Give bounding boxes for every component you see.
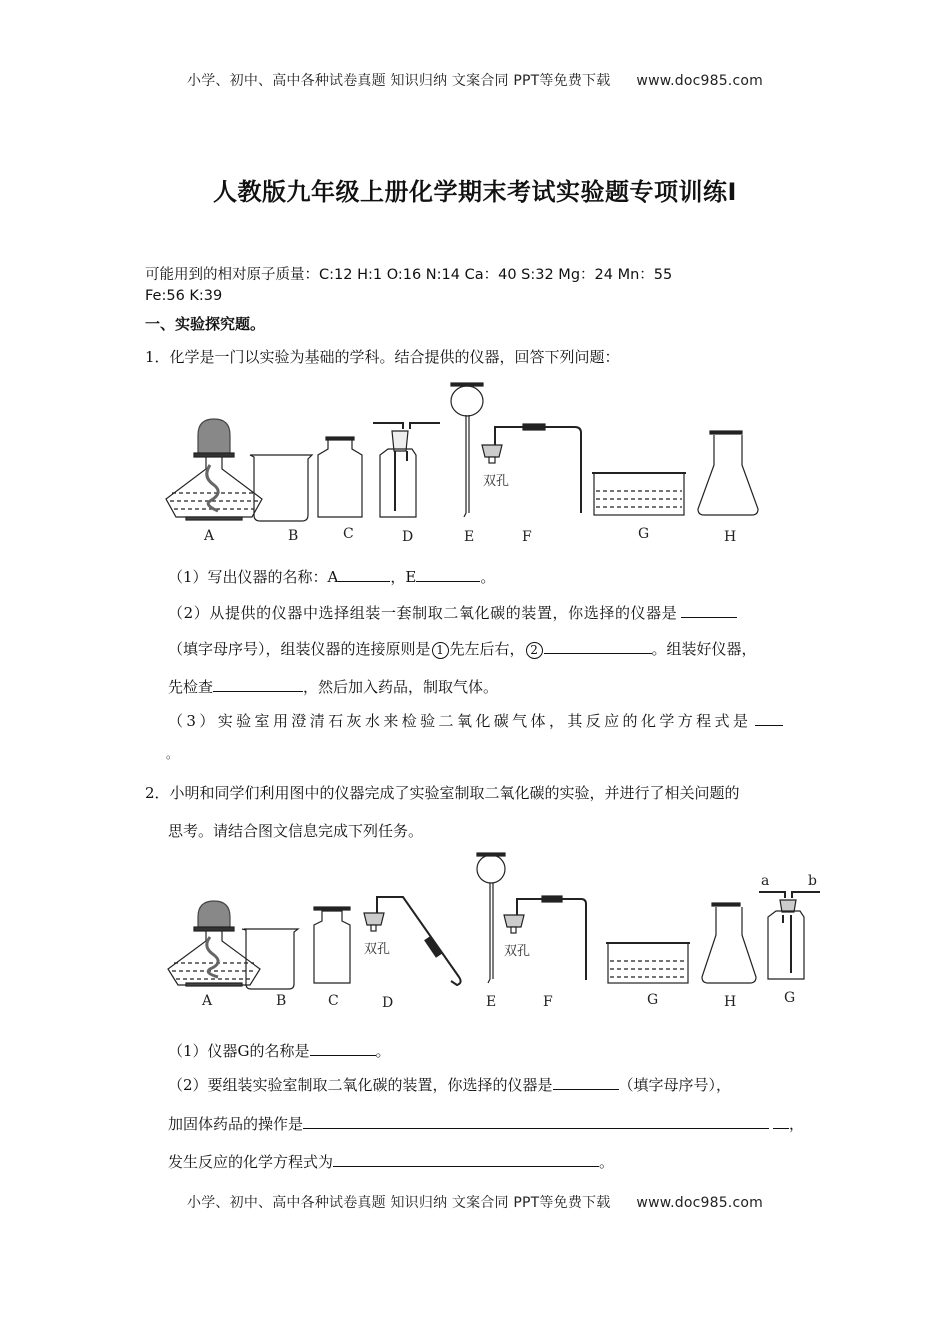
page-footer [0,1192,950,1212]
answer-blank-equation[interactable] [755,711,783,726]
answer-blank-instruments[interactable] [681,603,737,618]
q2-part2-line3: 发生反应的化学方程式为 。 [168,1153,615,1171]
svg-text:C: C [343,526,354,542]
svg-text:b: b [808,873,817,889]
q1-part2-line1: （2）从提供的仪器中选择组装一套制取二氧化碳的装置，你选择的仪器是 [168,602,737,623]
q2-part2-line2: 加固体药品的操作是 ， [168,1115,805,1133]
svg-text:D: D [382,995,394,1011]
svg-text:H: H [724,529,737,545]
atomic-mass-line-2: Fe:56 K:39 [145,288,223,304]
svg-text:H: H [724,994,737,1010]
svg-text:双孔: 双孔 [483,474,510,489]
svg-text:A: A [204,528,215,544]
q2-part2-line1: （2）要组装实验室制取二氧化碳的装置，你选择的仪器是 （填字母序号）， [168,1076,732,1094]
q1-part2-line3: 先检查 ，然后加入药品，制取气体。 [168,678,499,696]
section-heading: 一、实验探究题。 [145,315,266,333]
svg-text:E: E [464,529,475,545]
svg-text:C: C [328,993,339,1009]
answer-blank-a[interactable] [338,567,390,582]
alcohol-lamp-icon [166,419,262,520]
page-header [0,70,950,90]
q1-apparatus-figure [160,375,780,550]
svg-text:F: F [522,529,532,545]
svg-text:G: G [638,526,650,542]
q1-part2-line2: （填字母序号），组装仪器的连接原则是 1 先左后右， 2 。组装好仪器， [168,640,757,658]
q2-apparatus-figure [160,845,840,1015]
answer-blank-instruments-2[interactable] [553,1075,619,1090]
svg-text:D: D [402,529,414,545]
svg-text:双孔: 双孔 [504,944,531,959]
q1-part3-end: 。 [166,747,179,761]
answer-blank-reaction-equation[interactable] [333,1152,599,1167]
answer-blank-e[interactable] [416,567,480,582]
q1-part3: （3）实验室用澄清石灰水来检验二氧化碳气体，其反应的化学方程式是 [168,710,783,731]
q1-stem: 1．化学是一门以实验为基础的学科。结合提供的仪器，回答下列问题： [145,348,620,366]
answer-blank-solid-operation[interactable] [303,1114,769,1129]
svg-text:G: G [784,990,796,1006]
q2-stem-line1: 2．小明和同学们利用图中的仪器完成了实验室制取二氧化碳的实验，并进行了相关问题的 [145,784,740,802]
q2-stem-line2: 思考。请结合图文信息完成下列任务。 [168,822,424,840]
svg-text:F: F [543,994,553,1010]
answer-blank-principle[interactable] [544,639,652,654]
header-text: 小学、初中、高中各种试卷真题 知识归纳 文案合同 PPT等免费下载 [187,73,611,89]
q2-part1: （1）仪器G的名称是 。 [168,1042,391,1060]
answer-blank-check[interactable] [213,677,303,692]
footer-text: 小学、初中、高中各种试卷真题 知识归纳 文案合同 PPT等免费下载 [187,1195,611,1211]
q1-part1: （1）写出仪器的名称：A ，E 。 [168,568,496,586]
svg-text:B: B [276,993,287,1009]
svg-text:A: A [202,993,213,1009]
answer-blank-g-name[interactable] [310,1041,376,1056]
svg-text:B: B [288,528,299,544]
atomic-mass-line-1: 可能用到的相对原子质量：C:12 H:1 O:16 N:14 Ca：40 S:32 Mg：24 Mn：55 [145,267,673,283]
svg-text:E: E [486,994,497,1010]
footer-url[interactable]: www.doc985.com [636,1195,763,1211]
svg-text:a: a [761,873,770,889]
page-title: 人教版九年级上册化学期末考试实验题专项训练Ⅰ [213,178,737,206]
header-url[interactable]: www.doc985.com [636,73,763,89]
svg-text:双孔: 双孔 [364,942,391,957]
svg-text:G: G [647,992,659,1008]
